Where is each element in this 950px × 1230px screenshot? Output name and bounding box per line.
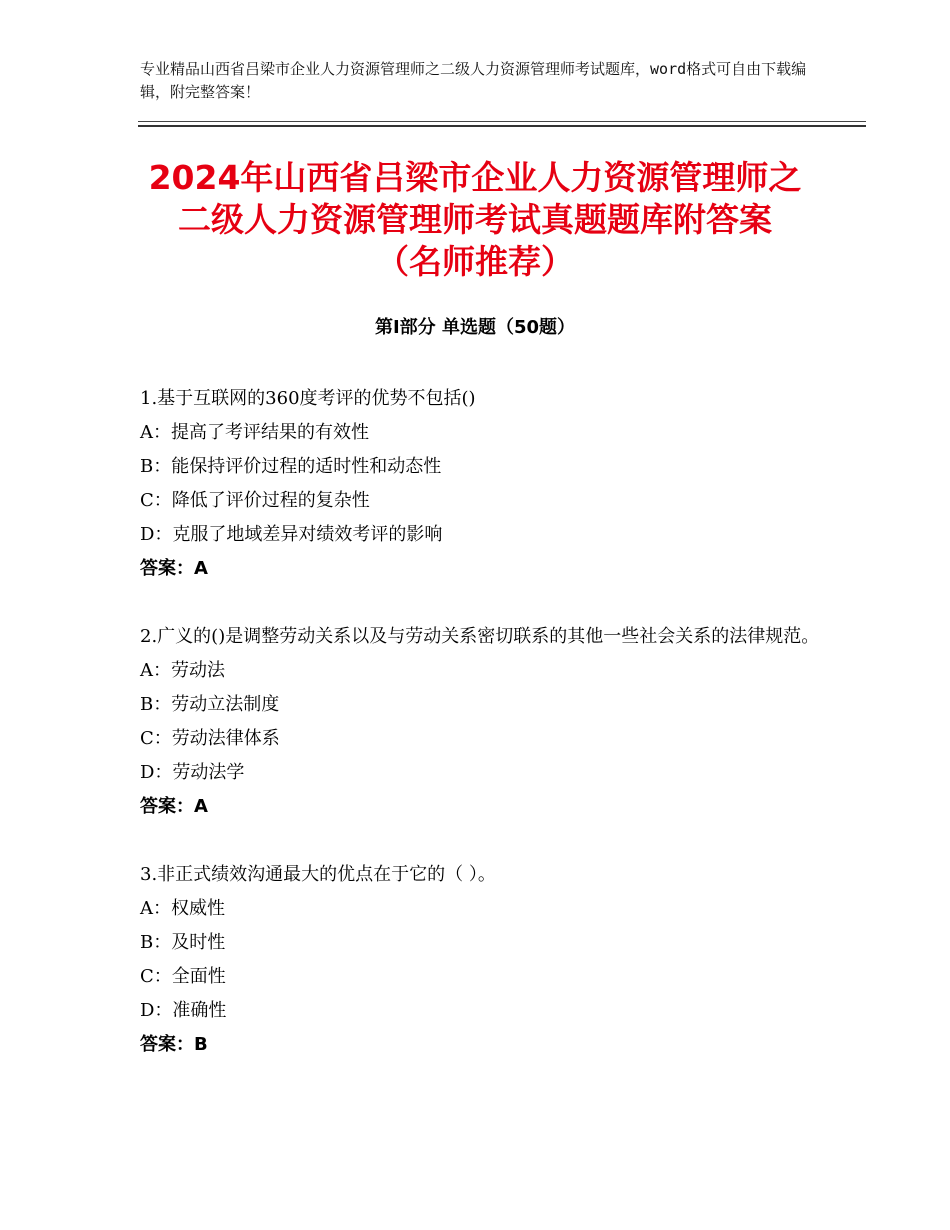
title-line-3: （名师推荐） [376, 242, 574, 281]
title-line-1: 2024年山西省吕梁市企业人力资源管理师之 [148, 158, 802, 197]
title-line-2: 二级人力资源管理师考试真题题库附答案 [178, 200, 772, 239]
option-c: C：降低了评价过程的复杂性 [140, 490, 370, 511]
option-b: B：能保持评价过程的适时性和动态性 [140, 456, 442, 477]
option-c: C：劳动法律体系 [140, 728, 280, 749]
question-stem: 2.广义的()是调整劳动关系以及与劳动关系密切联系的其他一些社会关系的法律规范。 [140, 626, 820, 647]
option-a: A：劳动法 [140, 660, 225, 681]
option-a: A：权威性 [140, 898, 225, 919]
question-stem: 3.非正式绩效沟通最大的优点在于它的（ ）。 [140, 864, 496, 885]
question-2 [140, 620, 820, 824]
option-b: B：及时性 [140, 932, 226, 953]
question-list [140, 382, 820, 1096]
option-d: D：准确性 [140, 1000, 227, 1021]
answer-label: 答案：A [140, 796, 208, 817]
header-note: 专业精品山西省吕梁市企业人力资源管理师之二级人力资源管理师考试题库，word格式可自由下载编辑，附完整答案！ [140, 60, 807, 101]
question-stem: 1.基于互联网的360度考评的优势不包括() [140, 388, 476, 409]
option-c: C：全面性 [140, 966, 226, 987]
header-divider-thin [138, 121, 866, 122]
answer-label: 答案：A [140, 558, 208, 579]
answer-label: 答案：B [140, 1034, 208, 1055]
question-1 [140, 382, 820, 586]
question-3 [140, 858, 820, 1062]
option-a: A：提高了考评结果的有效性 [140, 422, 369, 443]
header-divider-thick [138, 125, 866, 127]
document-title [100, 157, 850, 283]
option-d: D：劳动法学 [140, 762, 245, 783]
section-title: 第Ⅰ部分 单选题（50题） [374, 317, 575, 338]
option-d: D：克服了地域差异对绩效考评的影响 [140, 524, 443, 545]
option-b: B：劳动立法制度 [140, 694, 280, 715]
